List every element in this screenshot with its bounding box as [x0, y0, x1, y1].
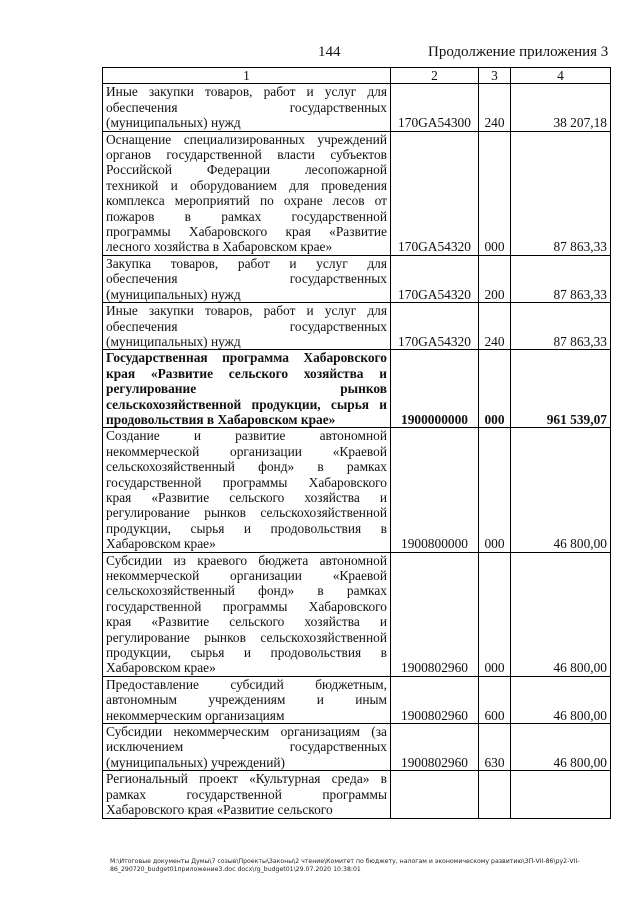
table-row	[103, 676, 611, 723]
row-name-line: некоммерческой организации «Краевой	[106, 443, 387, 459]
row-name-line: Российской Федерации лесопожарной	[106, 162, 387, 178]
page-number: 144	[318, 44, 341, 60]
row-name-line: продовольствия в Хабаровском крае»	[106, 411, 336, 427]
table-row	[103, 552, 611, 676]
row-vr-cell: 240	[479, 84, 511, 131]
row-name-line: Хабаровском крае»	[106, 536, 216, 552]
row-code-cell: 1900802960	[391, 552, 479, 676]
table-row	[103, 724, 611, 771]
row-name-line: пожаров в рамках государственной	[106, 208, 387, 224]
row-name-cell	[103, 303, 391, 350]
row-name-line: техникой и оборудованием для проведения	[106, 177, 387, 193]
table-row	[103, 350, 611, 428]
row-name-line: Государственная программа Хабаровского	[106, 350, 387, 366]
column-header-1: 1	[103, 68, 391, 84]
row-sum-cell: 46 800,00	[511, 676, 611, 723]
file-path-footer	[110, 858, 615, 874]
row-name-line: регулирование рынков сельскохозяйственной	[106, 505, 387, 521]
row-name-line: исключением государственных	[106, 739, 387, 755]
footer-line-1: M:\Итоговые документы Думы\7 созыв\Проекты\Законы\2 чтение\Комитет по бюджету, налогам и экономическому развитию\ЗП-VII-86\ру2-VII-	[110, 858, 580, 865]
row-name-line: продукции, сырья и продовольствия в	[106, 645, 387, 661]
table-row	[103, 428, 611, 552]
row-name-line: обеспечения государственных	[106, 99, 387, 115]
row-name-line: сельскохозяйственный фонд» в рамках	[106, 459, 387, 475]
budget-table-body	[103, 68, 611, 819]
row-name-cell	[103, 131, 391, 255]
row-name-line: сельскохозяйственный фонд» в рамках	[106, 583, 387, 599]
row-name-line: Оснащение специализированных учреждений	[106, 131, 387, 147]
row-name-line: Хабаровском крае»	[106, 660, 216, 676]
row-name-line: программы Хабаровского края «Развитие	[106, 224, 387, 240]
row-vr-cell: 000	[479, 131, 511, 255]
row-code-cell: 170GA54300	[391, 84, 479, 131]
row-name-line: Предоставление субсидий бюджетным,	[106, 676, 387, 692]
table-row	[103, 255, 611, 302]
row-code-cell: 1900802960	[391, 676, 479, 723]
row-name-line: некоммерческой организации «Краевой	[106, 568, 387, 583]
row-sum-cell: 961 539,07	[511, 350, 611, 428]
continuation-label: Продолжение приложения 3	[428, 44, 609, 60]
row-vr-cell: 630	[479, 724, 511, 771]
row-name-line: автономным учреждениям и иным	[106, 692, 387, 708]
row-name-cell	[103, 724, 391, 771]
row-code-cell: 1900000000	[391, 350, 479, 428]
column-header-2: 2	[391, 68, 479, 84]
row-code-cell: 170GA54320	[391, 255, 479, 302]
row-vr-cell	[479, 771, 511, 818]
row-name-line: регулирование рынков сельскохозяйственной	[106, 629, 387, 645]
table-row	[103, 131, 611, 255]
row-sum-cell: 38 207,18	[511, 84, 611, 131]
row-name-line: Закупка товаров, работ и услуг для	[106, 255, 387, 271]
row-sum-cell: 87 863,33	[511, 255, 611, 302]
row-vr-cell: 200	[479, 255, 511, 302]
row-name-line: рамках государственной программы	[106, 786, 387, 802]
row-name-line: края «Развитие сельского хозяйства и	[106, 365, 387, 381]
row-name-line: края «Развитие сельского хозяйства и	[106, 614, 387, 630]
row-name-line: (муниципальных) нужд	[106, 115, 241, 131]
row-code-cell: 1900802960	[391, 724, 479, 771]
row-name-cell	[103, 84, 391, 131]
row-name-line: регулирование рынков	[106, 381, 387, 397]
row-code-cell: 170GA54320	[391, 303, 479, 350]
row-name-line: комплекса мероприятий по охране лесов от	[106, 193, 387, 209]
row-name-line: Иные закупки товаров, работ и услуг для	[106, 84, 387, 100]
row-sum-cell	[511, 771, 611, 818]
row-vr-cell: 600	[479, 676, 511, 723]
row-name-line: обеспечения государственных	[106, 318, 387, 334]
table-header-row	[103, 68, 611, 84]
table-row	[103, 84, 611, 131]
row-code-cell	[391, 771, 479, 818]
row-name-line: Создание и развитие автономной	[106, 428, 387, 444]
row-name-line: государственной программы Хабаровского	[106, 474, 387, 490]
row-name-line: органов государственной власти субъектов	[106, 147, 387, 163]
table-row	[103, 303, 611, 350]
table-row	[103, 771, 611, 818]
row-name-line: государственной программы Хабаровского	[106, 598, 387, 614]
row-name-line: продукции, сырья и продовольствия в	[106, 520, 387, 536]
row-name-cell	[103, 255, 391, 302]
row-name-cell	[103, 676, 391, 723]
row-name-cell	[103, 771, 391, 818]
footer-line-2: 86_290720_budget01приложение3.doc docx\rg_budget01\29.07.2020 10:38:01	[110, 866, 361, 873]
row-name-line: некоммерческим организациям	[106, 707, 285, 723]
row-name-line: Субсидии некоммерческим организациям (за	[106, 724, 387, 740]
row-name-line: (муниципальных) учреждений)	[106, 754, 286, 770]
row-name-line: обеспечения государственных	[106, 271, 387, 287]
row-name-line: Субсидии из краевого бюджета автономной	[106, 552, 387, 568]
row-vr-cell: 000	[479, 428, 511, 552]
row-code-cell: 170GA54320	[391, 131, 479, 255]
row-sum-cell: 87 863,33	[511, 131, 611, 255]
column-header-3: 3	[479, 68, 511, 84]
row-name-line: Региональный проект «Культурная среда» в	[106, 771, 387, 787]
row-vr-cell: 000	[479, 552, 511, 676]
row-sum-cell: 87 863,33	[511, 303, 611, 350]
row-name-line: Иные закупки товаров, работ и услуг для	[106, 303, 387, 319]
row-sum-cell: 46 800,00	[511, 552, 611, 676]
row-name-cell	[103, 428, 391, 552]
row-name-cell	[103, 552, 391, 676]
row-name-line: (муниципальных) нужд	[106, 333, 241, 349]
row-name-line: сельскохозяйственной продукции, сырья и	[106, 396, 387, 412]
budget-table	[102, 67, 611, 819]
row-name-line: (муниципальных) нужд	[106, 286, 241, 302]
row-vr-cell: 240	[479, 303, 511, 350]
row-name-line: края «Развитие сельского хозяйства и	[106, 489, 387, 505]
row-name-line: Хабаровского края «Развитие сельского	[106, 802, 333, 818]
row-vr-cell: 000	[479, 350, 511, 428]
row-name-line: лесного хозяйства в Хабаровском крае»	[106, 239, 333, 255]
row-sum-cell: 46 800,00	[511, 724, 611, 771]
row-sum-cell: 46 800,00	[511, 428, 611, 552]
column-header-4: 4	[511, 68, 611, 84]
row-code-cell: 1900800000	[391, 428, 479, 552]
row-name-cell	[103, 350, 391, 428]
